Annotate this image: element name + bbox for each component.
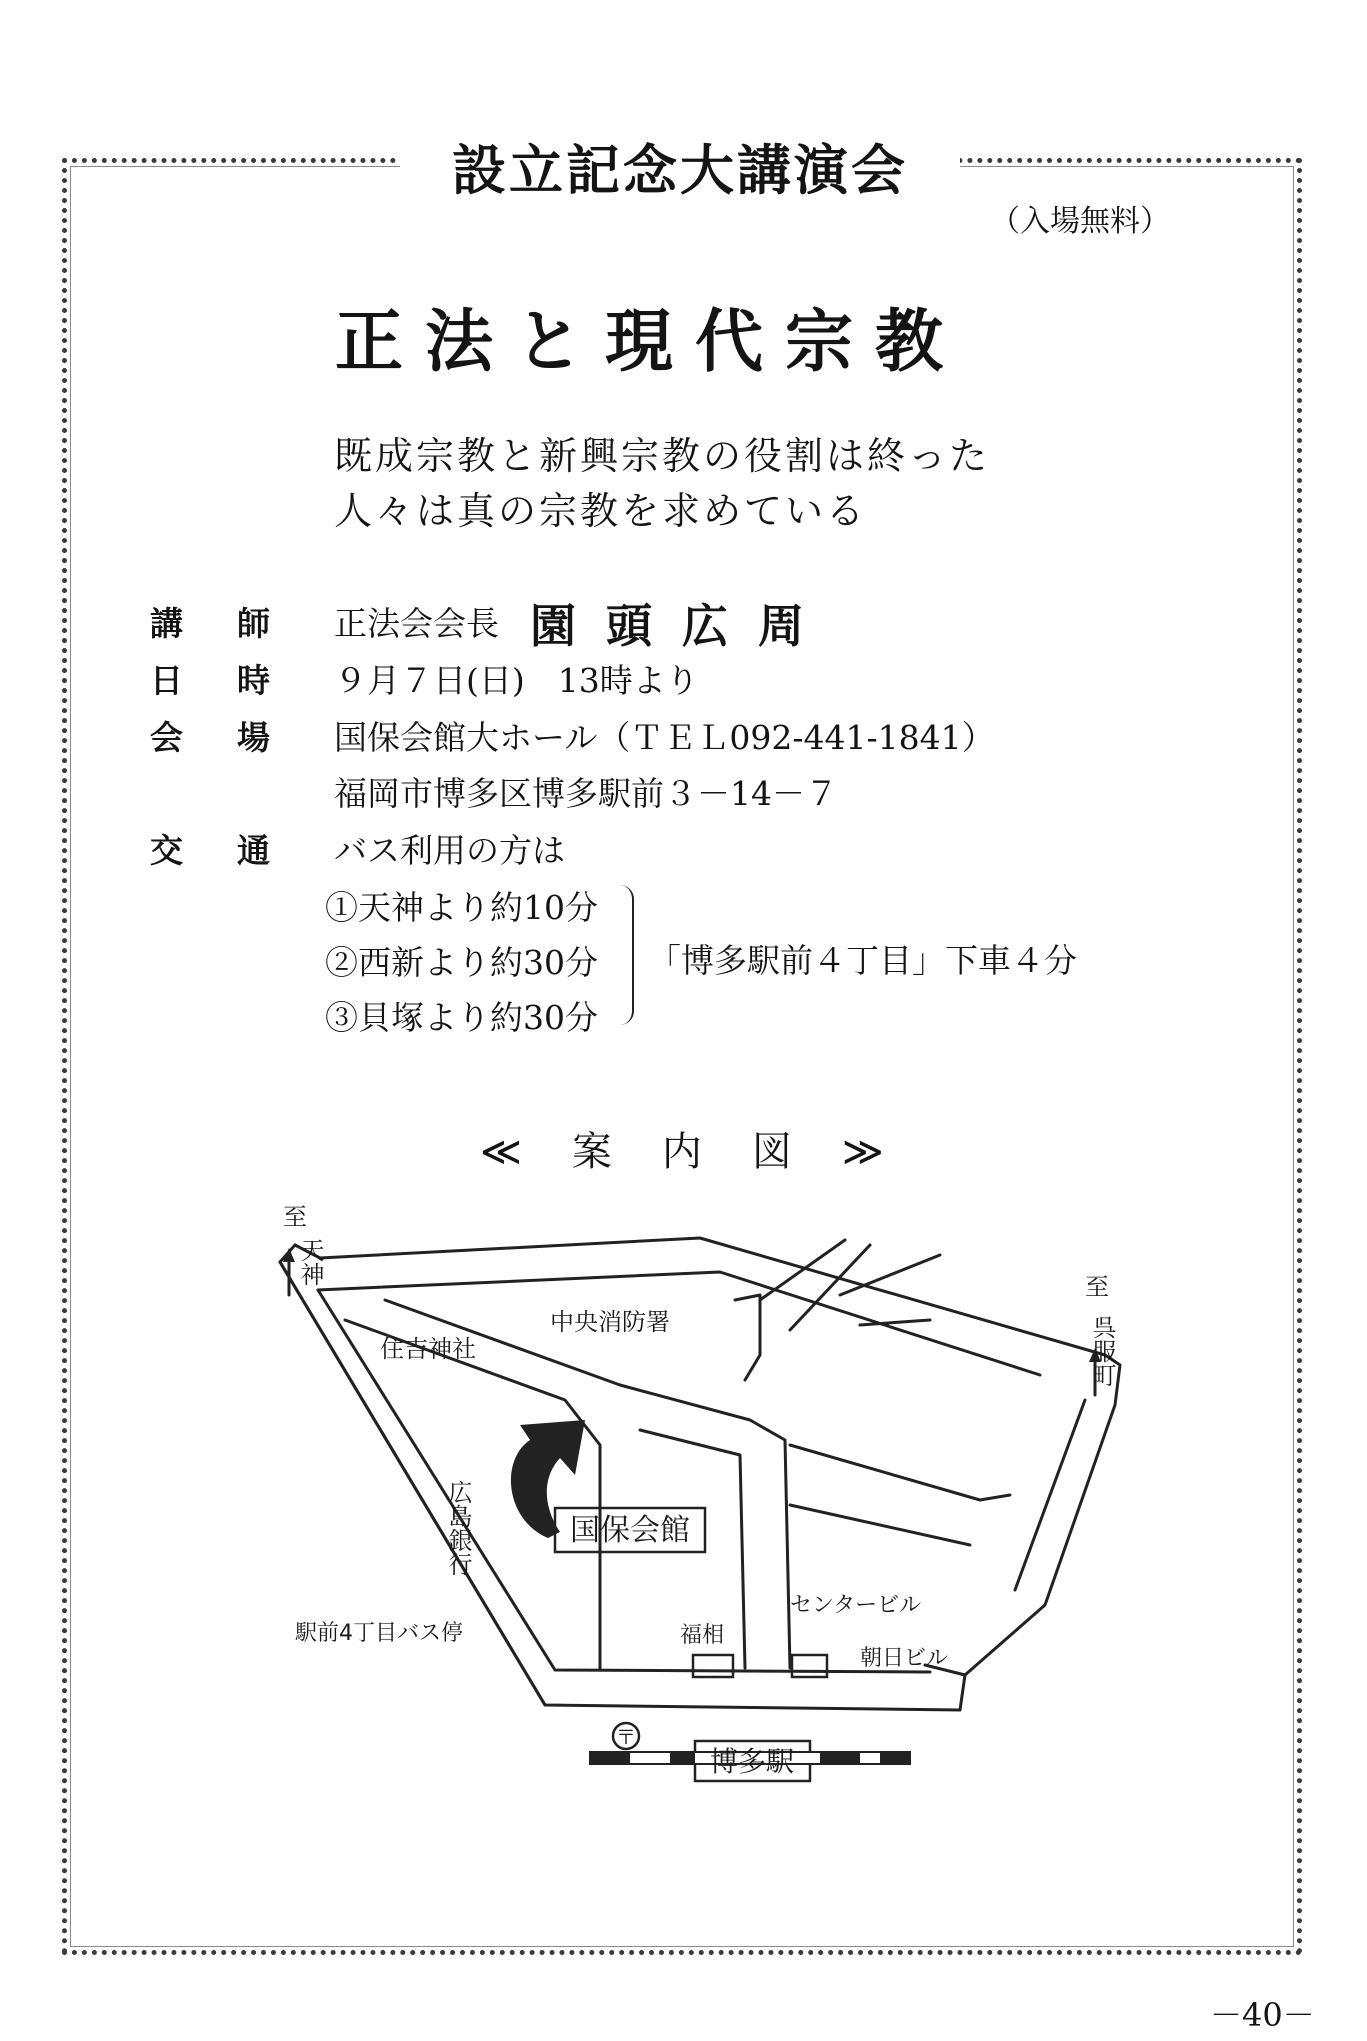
fukuso-label: 福相 — [680, 1623, 725, 1648]
post-icon: 〒 — [616, 1725, 636, 1749]
station-label: 博多駅 — [709, 1745, 795, 1778]
fire-station-label: 中央消防署 — [550, 1308, 670, 1336]
venue-label: 会場 — [150, 718, 324, 757]
center-block — [792, 1655, 827, 1677]
bus-route-3: ③貝塚より約30分 — [325, 998, 598, 1037]
bus-route-1: ①天神より約10分 — [325, 888, 598, 927]
bus-stop-label: 駅前4丁目バス停 — [295, 1621, 463, 1646]
road-east-inner — [1015, 1400, 1085, 1590]
transport-label: 交通 — [150, 831, 324, 870]
tenjin-to-label: 至 — [283, 1203, 307, 1231]
road-north-spur — [735, 1295, 760, 1380]
tenjin-label: 天神 — [296, 1238, 324, 1286]
venue-value: 国保会館大ホール（ＴＥＬ092-441-1841） — [334, 718, 995, 757]
subtitle-line-1: 既成宗教と新興宗教の役割は終った — [334, 434, 991, 478]
road-vertical-1 — [760, 1240, 845, 1300]
road-cross-2 — [790, 1505, 970, 1545]
event-title: 設立記念大講演会 — [452, 139, 908, 202]
lecture-title: 正法と現代宗教 — [334, 302, 965, 382]
lecturer-title: 正法会会長 — [334, 604, 499, 643]
lecturer-label: 講師 — [150, 604, 324, 643]
admission-note: （入場無料） — [990, 204, 1170, 239]
bus-stop-note: 「博多駅前４丁目」下車４分 — [648, 941, 1077, 980]
transport-intro: バス利用の方は — [334, 831, 565, 870]
asahi-building-label: 朝日ビル — [860, 1646, 949, 1671]
shrine-label: 住吉神社 — [380, 1335, 476, 1363]
venue-label: 国保会館 — [570, 1513, 690, 1548]
gofukumachi-to-label: 至 — [1085, 1273, 1109, 1301]
road-cross-1 — [790, 1445, 1010, 1500]
map-heading: ≪案内図≫ — [480, 1129, 934, 1175]
bank-label: 広島銀行 — [444, 1480, 472, 1576]
fukuso-block — [693, 1655, 733, 1677]
subtitle-line-2: 人々は真の宗教を求めている — [334, 489, 868, 533]
lecturer-name: 園頭広周 — [530, 599, 834, 653]
venue-address: 福岡市博多区博多駅前３－14－７ — [334, 774, 838, 813]
datetime-value: ９月７日(日) 13時より — [334, 661, 699, 700]
bus-route-2: ②西新より約30分 — [325, 943, 598, 982]
road-diagonal-1 — [345, 1320, 600, 1668]
center-building-label: センタービル — [790, 1593, 922, 1618]
page-number: －40－ — [1210, 1996, 1315, 2034]
datetime-label: 日時 — [150, 661, 324, 700]
gofukumachi-label: 呉服町 — [1088, 1315, 1116, 1387]
